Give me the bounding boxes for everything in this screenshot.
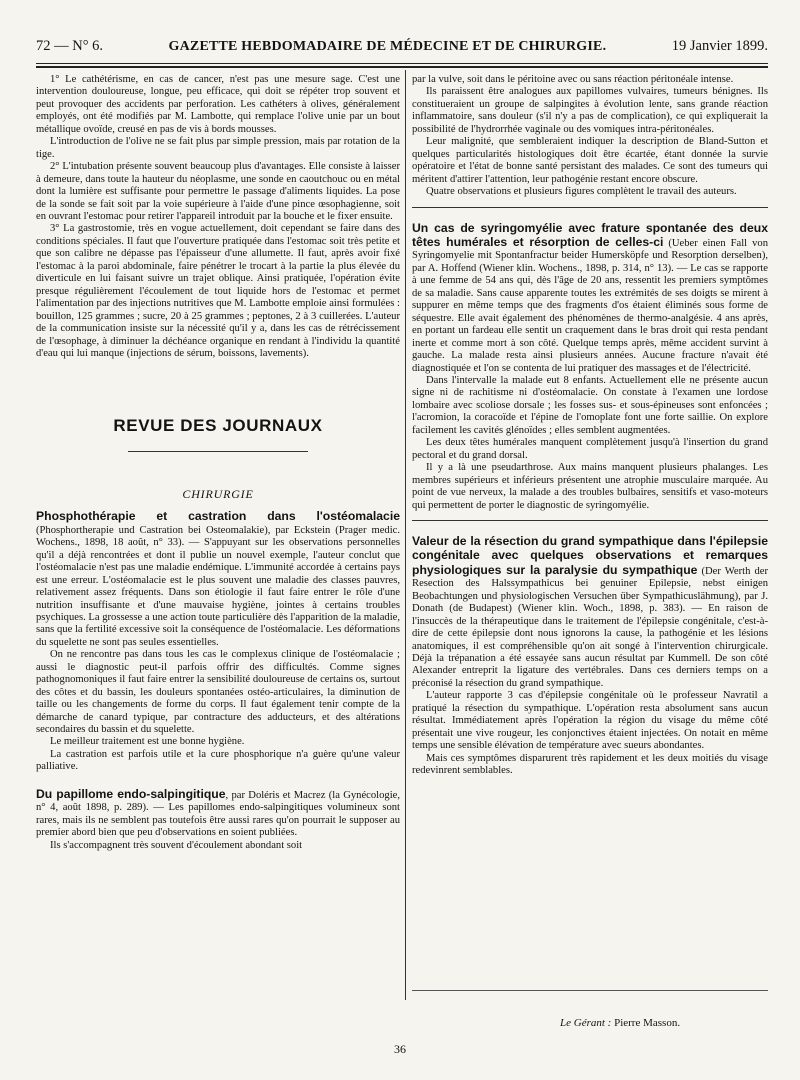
page-reference: 72 — N° 6. <box>36 38 104 54</box>
header-double-rule <box>36 66 768 68</box>
article-reference: (Der Werth der Resection des Halssympathicus bei genuiner Epilepsie, nebst einigen Beobachtungen und physiologischen Versuchen über Sympathicuslähmung), par J. Donath (de Budapest) (Wiener klin. Woch., 1898, p. 383). — En raison de l'insuccès de la thérapeutique dans le traitement de l'épilepsie congénitale, c'est-à-dire de cette épilepsie dont nous ignorons la cause, la pathogénie et les lésions anatomiques, il est compréhensible qu'on ait songé à l'intervention chirurgicale. Déjà la trépanation a été essayée sans aucun résultat par Kummell. De son côté Alexander entreprit la ligature des vertébrales. Dans ces derniers temps on a préconisé la résection du grand sympathique. <box>412 565 768 689</box>
paragraph-gastrostomie: 3° La gastrostomie, très en vogue actuellement, doit cependant se faire dans des conditions spéciales. Il faut que l'ouverture pratiquée dans l'estomac soit très petite et que son calibre ne dépasse pas l'épaisseur d'une allumette. Il faut, après avoir fixé l'estomac à la paroi abdominale, faire pénétrer le trocart à la partie la plus élevée du diverticule en lui faisant suivre un trajet oblique. Ainsi pratiquée, l'opération évite presque régulièrement l'écoulement de tout liquide hors de l'estomac et permet l'alimentation par des injections nutritives que M. Lambotte emploie ainsi formulées : bouillon, 125 grammes ; sucre, 20 à 25 grammes ; peptones, 2 à 3 cuillerées. L'auteur de la communication insiste sur la nécessité qu'il y a, dans les cas de rétrécissement de l'œsophage, à diminuer la déchéance organique en rendant à l'individu la quantité d'eau qui lui manque (injections de sérum, boissons, lavements). <box>36 223 400 359</box>
paragraph-catheterisme: 1° Le cathétérisme, en cas de cancer, n'est pas une mesure sage. C'est une intervention douloureuse, longue, peu efficace, qui doit se répéter trop souvent et peut provoquer des accidents par perforation. Les cathéters à olives, généralement employés, ont été modifiés par M. Lambotte, qui remplace l'olive unie par un bout métallique ovoïde, creusé en pas de vis à bords mousses. <box>36 74 400 135</box>
paragraph-traitement: Le meilleur traitement est une bonne hygiène. <box>50 736 245 748</box>
gerant-label: Le Gérant : <box>560 1017 612 1029</box>
gerant-name: Pierre Masson. <box>614 1017 681 1029</box>
issue-date: 19 Janvier 1899. <box>671 38 768 54</box>
article-reference: (Phosphortherapie und Castration bei Osteomalakie), par Eckstein (Prager medic. Wochens., 1898, 18 août, n° 33). — S'appuyant sur les observations personnelles qu'il a déjà rencontrées et dont il publie un nouvel exemple, l'auteur conclut que l'ostéomalacie n'est pas une maladie endémique. L'immunité accordée à certains pays est une erreur. L'ostéomalacie est le plus souvent une maladie des classes pauvres, relativement assez fréquents. Dans son étiologie il faut faire entrer le rôle d'une nutrition insuffisante et d'une mauvaise hygiène, jointes à certains troubles psychiques. La grossesse a une action toute particulière dès l'apparition de la maladie, sans que la fertilité excessive soit la conséquence de l'ostéomalacie. Les déformations du squelette ne sont pas seules essentielles. <box>36 524 400 648</box>
header-rule <box>36 63 768 64</box>
gerant-line <box>560 1017 680 1029</box>
paragraph-observations: Quatre observations et plusieurs figures complètent le travail des auteurs. <box>426 186 737 198</box>
paragraph-ecoulement: Ils s'accompagnent très souvent d'écoulement abondant soit <box>50 839 303 851</box>
article-heading: Valeur de la résection du grand sympathique dans l'épilepsie congénitale avec quelques observations et remarques physiologiques sur la paralysie du sympathique <box>412 533 768 577</box>
right-column <box>412 74 768 778</box>
column-divider <box>405 70 406 1000</box>
paragraph-navratil: L'auteur rapporte 3 cas d'épilepsie congénitale où le professeur Navratil a pratiqué la résection du sympathique. L'opération resta absolument sans aucun résultat. Immédiatement après l'opération la région du visage du même côté présentait une vive rougeur, les conjonctives étaient injectées. On notait en même temps une sensible élévation de température avec sueurs abondantes. <box>412 690 768 752</box>
footer-rule <box>412 990 768 991</box>
article-syringomyelie <box>412 222 768 375</box>
subsection-title: CHIRURGIE <box>182 486 254 501</box>
page-number: 36 <box>394 1042 406 1056</box>
article-papillome <box>36 788 400 840</box>
paragraph-malignite: Leur malignité, que sembleraient indiquer la description de Bland-Sutton et quelques particularités histologiques doit être écartée, étant donnée la survie opératoire et l'état de bonne santé persistant des malades. Ce sont des tumeurs qui méritent d'attirer l'attention, leur pathogénie restant encore obscure. <box>412 136 768 185</box>
article-heading: Du papillome endo-salpingitique <box>36 786 226 801</box>
section-title: REVUE DES JOURNAUX <box>113 416 323 436</box>
paragraph-diagnostic: On ne rencontre pas dans tous les cas le complexus clinique de l'ostéomalacie ; aussi le diagnostic peut-il parfois offrir des difficultés. Comme signes pathognomoniques il faut faire entrer la sensibilité douloureuse de certains os, surtout des côtes et du bassin, les douleurs spontanées ostéo-articulaires, la diminution de taille ou les changements de forme du corps. Il faut également tenir compte de la démarche de canard typique, par contracture des adducteurs, et des altérations secondaires du bassin et du squelette. <box>36 649 400 736</box>
paragraph-castration: La castration est parfois utile et la cure phosphorique n'a guère qu'une valeur palliative. <box>36 748 400 773</box>
paragraph-pseudarthrose: Il y a là une pseudarthrose. Aux mains manquent plusieurs phalanges. Les membres supérieurs et inférieurs présentent une atrophie musculaire marquée. Au point de vue nerveux, la malade a des troubles bulbaires, sensitifs et vaso-moteurs qui permettent de porter le diagnostic de syringomyélie. <box>412 462 768 511</box>
running-header <box>36 38 768 64</box>
paragraph-olive: L'introduction de l'olive ne se fait plus par simple pression, mais par rotation de la tige. <box>36 136 400 160</box>
article-sympathique <box>412 535 768 690</box>
article-heading: Phosphothérapie et castration dans l'ostéomalacie <box>36 509 400 524</box>
article-heading: Un cas de syringomyélie avec frature spontanée des deux têtes humérales et résorption de celles-ci <box>412 220 768 249</box>
left-column <box>36 74 400 852</box>
paragraph-intubation: 2° L'intubation présente souvent beaucoup plus d'avantages. Elle consiste à laisser à demeure, dans toute la hauteur du néoplasme, une sonde en caoutchouc ou en métal dont la lumière est suffisante pour permettre le passage d'aliments liquides. La pose de la sonde se fait soit par la voie supérieure à l'aide d'une pince œsophagienne, soit en ouvrant l'estomac pour retirer l'appareil introduit par la bouche et le fixer ensuite. <box>36 161 400 222</box>
article-reference: (Ueber einen Fall von Syringomyelie mit Spontanfractur beider Humersköpfe und Resorption derselben), par A. Hoffend (Wiener klin. Wochens., 1898, p. 314, n° 13). — Le cas se rapporte à une femme de 54 ans qui, dès l'âge de 20 ans, ressentit les premiers symptômes de sa maladie. Sans cause apparente toutes les extrémités de ses doigts se mirent à suppurer en même temps que des fragments d'os étaient éliminés sous forme de séquestre. Elle avait également des phénomènes de thermo-analgésie. 4 ans après, en portant un fardeau elle sentit un craquement dans le bras droit qui resta pendant inerte et comme mort à son côté. Quelque temps après, même accident survint à gauche. La malade resta ainsi plusieurs années. Aucune fracture n'avait été diagnostiquée et l'on se contenta de lui pratiquer des massages et de l'électricité. <box>412 237 768 374</box>
article-reference: , par Doléris et Macrez (la Gynécologie, n° 4, août 1898, p. 289). — Les papillomes endo-salpingitiques volumineux sont rares, mais ils ne semblent pas toutefois être aussi rares qu'on pourrait le supposer au premier abord bien que peu d'observations en soient publiées. <box>36 789 401 839</box>
paragraph-symptomes: Mais ces symptômes disparurent très rapidement et les deux moitiés du visage redevinrent semblables. <box>412 752 768 777</box>
paragraph-papillomes: Ils paraissent être analogues aux papillomes vulvaires, tumeurs bénignes. Ils constitueraient un groupe de salpingites à évolution lente, sans grande réaction inflammatoire, sans douleur (s'il n'y a pas de complication), ce qui expliquerait la possibilité de l'hydrorrhée vaginale ou des vomiques intra-péritonéales. <box>412 86 768 135</box>
section-rule <box>128 451 308 452</box>
paragraph-continuation: par la vulve, soit dans le péritoine avec ou sans réaction péritonéale intense. <box>412 74 734 85</box>
article-separator <box>412 207 768 208</box>
article-separator <box>412 520 768 521</box>
paragraph-tetes-humerales: Les deux têtes humérales manquent complètement jusqu'à l'insertion du grand pectoral et du grand dorsal. <box>412 437 768 461</box>
journal-title: GAZETTE HEBDOMADAIRE DE MÉDECINE ET DE CHIRURGIE. <box>168 39 607 54</box>
article-osteomalacie <box>36 510 400 649</box>
paragraph-enfants: Dans l'intervalle la malade eut 8 enfants. Actuellement elle ne présente aucun signe ni de rachitisme ni d'ostéomalacie. On constate à l'examen une lordose lombaire avec scoliose dorsale ; les fosses sus- et sous-épineuses sont enfoncées ; l'acromion, la coracoïde et l'épine de l'omoplate font une forte saillie. On explore facilement les cavités glénoïdes ; elles semblent augmentées. <box>412 374 768 436</box>
